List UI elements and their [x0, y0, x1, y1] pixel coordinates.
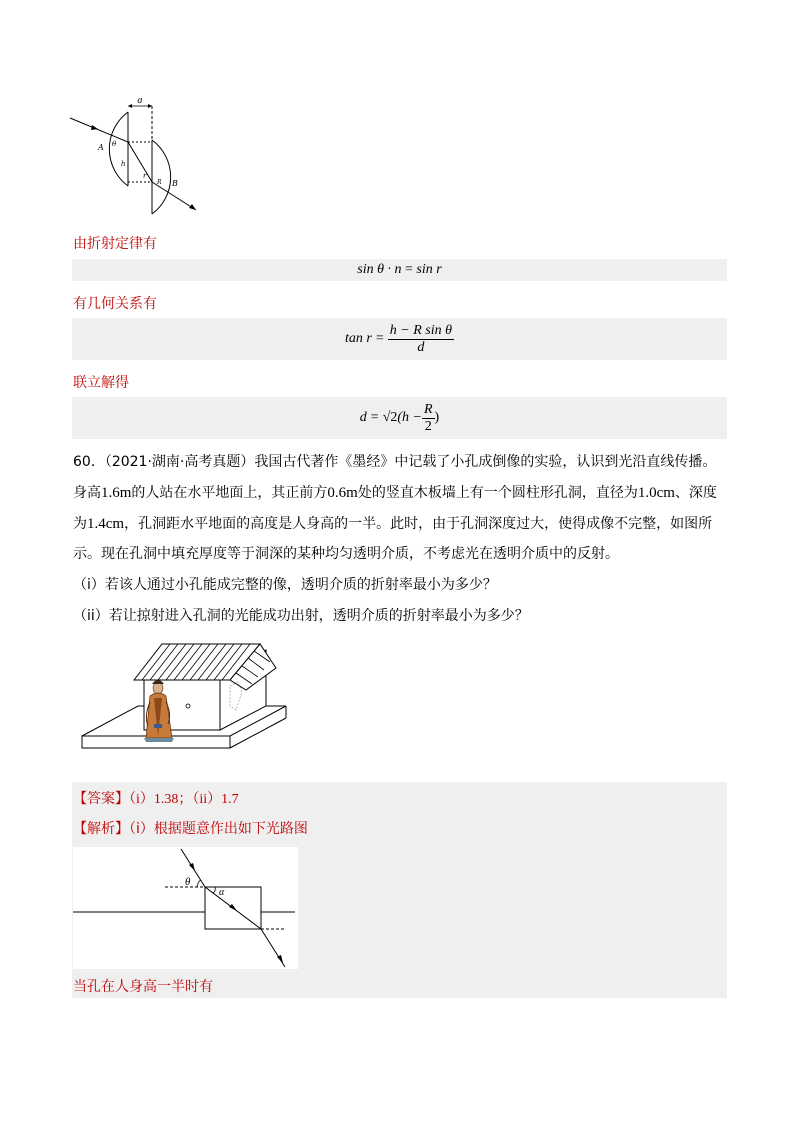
formula-snell-rhs: sin r [416, 262, 442, 277]
answer-line [73, 788, 239, 808]
formula-snell-lhs: sin θ · n [357, 262, 402, 277]
question-number: 60． [73, 454, 105, 470]
refraction-law-label: 由折射定律有 [73, 236, 157, 252]
answer-tag: 【答案】 [73, 791, 129, 807]
formula-tan-numerator: h − R sin θ [389, 322, 452, 338]
solve-label: 联立解得 [73, 375, 129, 391]
value-diameter: 1.0cm [637, 485, 675, 501]
formula-tan-fraction [388, 323, 454, 356]
formula-d-post: ) [434, 410, 440, 425]
analysis-tag: 【解析】 [73, 821, 129, 837]
question-text-2c: 处的竖直木板墙上有一个圆柱形孔洞，直径为 [357, 485, 638, 501]
label-theta: θ [112, 140, 117, 148]
label-b: B [172, 179, 178, 188]
value-depth: 1.4cm [87, 516, 125, 532]
label-theta: θ [185, 876, 191, 888]
formula-d-sqrt: √2 [382, 410, 398, 425]
value-distance: 0.6m [327, 485, 358, 501]
label-r-big: R [157, 179, 162, 186]
analysis-after: 当孔在人身高一半时有 [73, 979, 213, 995]
formula-snell [72, 259, 727, 281]
label-h: h [121, 160, 126, 168]
question-text-2b: 的人站在水平地面上，其正前方 [131, 485, 328, 501]
question-line-3 [73, 510, 733, 538]
answer-text: （i）1.38；（ii）1.7 [129, 792, 239, 807]
sub-question-1: （i）若该人通过小孔能成完整的像，透明介质的折射率最小为多少？ [73, 577, 497, 593]
question-line-4: 示。现在孔洞中填充厚度等于洞深的某种均匀透明介质，不考虑光在透明介质中的反射。 [73, 546, 619, 562]
question-text-3a: 为 [73, 516, 87, 532]
formula-d-numerator: R [423, 401, 433, 417]
formula-d-fraction [422, 402, 435, 435]
formula-tan [72, 318, 727, 360]
formula-d-eq: = [370, 410, 379, 425]
question-line-1 [73, 448, 733, 476]
formula-d-lhs: d [359, 410, 367, 425]
value-height: 1.6m [101, 485, 132, 501]
formula-d [72, 397, 727, 439]
question-source: （2021·湖南·高考真题） [104, 454, 255, 470]
geometry-label: 有几何关系有 [73, 296, 157, 312]
label-alpha: α [219, 887, 225, 898]
question-text-2d: 、深度 [674, 485, 717, 501]
formula-snell-eq: = [405, 262, 413, 277]
formula-tan-denominator: d [417, 339, 425, 355]
analysis-text: （i）根据题意作出如下光路图 [129, 821, 308, 837]
label-a: A [98, 143, 104, 152]
formula-tan-eq: = [375, 331, 384, 346]
question-line-2 [73, 479, 733, 507]
optical-path-diagram [73, 847, 298, 969]
label-d: d [137, 98, 143, 105]
label-r: r [143, 172, 147, 180]
question-text-1: 我国古代著作《墨经》中记载了小孔成倒像的实验，认识到光沿直线传播。 [254, 454, 717, 470]
question-text-2a: 身高 [73, 485, 101, 501]
question-text-3b: ，孔洞距水平地面的高度是人身高的一半。此时，由于孔洞深度过大，使得成像不完整，如图所 [124, 516, 713, 532]
formula-d-denominator: 2 [424, 418, 432, 434]
sub-question-2: （ii）若让掠射进入孔洞的光能成功出射，透明介质的折射率最小为多少？ [73, 608, 529, 624]
question-60 [73, 448, 733, 630]
analysis-line [73, 818, 308, 838]
house-pinhole-illustration [80, 640, 290, 762]
formula-tan-lhs: tan r [345, 331, 372, 346]
formula-d-pre: (h − [397, 410, 422, 425]
refraction-semicircle-diagram [68, 98, 208, 220]
